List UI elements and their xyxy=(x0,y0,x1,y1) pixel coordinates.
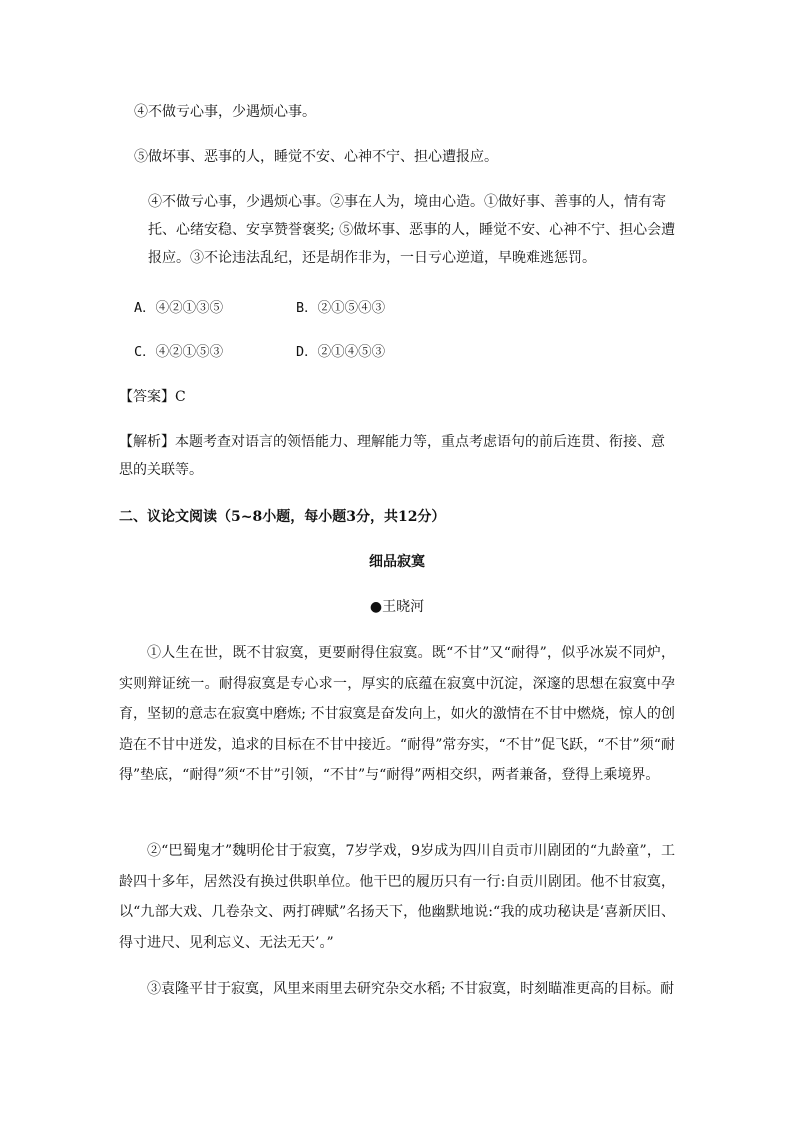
article-author: ●王晓河 xyxy=(369,599,425,615)
article-paragraph-1: ①人生在世，既不甘寂寞，更要耐得住寂寞。既“不甘”又“耐得”，似乎冰炭不同炉，实则辩证统一。耐得寂寞是专心求一，厚实的底蕴在寂寞中沉淀，深邃的思想在寂寞中孕育，坚韧的意志在寂寞中磨炼; 不甘寂寞是奋发向上，如火的激情在不甘中燃烧，惊人的创造在不甘中迸发，追求的目标在不甘中接近。“耐得”常夯实，“不甘”促飞跃，“不甘”须“耐得”垫底，“耐得”须“不甘”引领，“不甘”与“耐得”两相交织，两者兼备，登得上乘境界。 xyxy=(119,645,675,784)
option-d: D．②①④⑤③ xyxy=(296,344,386,360)
analysis-paragraph: 【解析】本题考查对语言的领悟能力、理解能力等，重点考虑语句的前后连贯、衔接、意思的关联等。 xyxy=(119,434,665,478)
section-heading: 二、议论文阅读（5~8小题，每小题3分，共12分） xyxy=(119,509,446,525)
option-c: C．④②①⑤③ xyxy=(134,344,224,360)
text-line: ⑤做坏事、恶事的人，睡觉不安、心神不宁、担心遭报应。 xyxy=(134,149,498,165)
article-paragraph-3: ③袁隆平甘于寂寞，风里来雨里去研究杂交水稻; 不甘寂寞，时刻瞄准更高的目标。耐 xyxy=(147,981,675,997)
option-b: B．②①⑤④③ xyxy=(296,300,386,316)
answer-label: 【答案】C xyxy=(119,389,186,405)
article-paragraph-2: ②“巴蜀鬼才”魏明伦甘于寂寞，7岁学戏，9岁成为四川自贡市川剧团的“九龄童”，工龄四十多年，居然没有换过供职单位。他干巴的履历只有一行:自贡川剧团。他不甘寂寞，以“九部大戏、几卷杂文、两打碑赋”名扬天下，他幽默地说:“我的成功秘诀是‘喜新厌旧、得寸进尺、见利忘义、无法无天’。” xyxy=(119,843,675,951)
article-title: 细品寂寞 xyxy=(369,554,425,570)
option-a: A．④②①③⑤ xyxy=(134,300,224,316)
ordered-answer-paragraph xyxy=(134,188,676,272)
ordered-answer-text: ④不做亏心事，少遇烦心事。②事在人为，境由心造。①做好事、善事的人，情有寄托、心绪安稳、安享赞誉褒奖; ⑤做坏事、恶事的人，睡觉不安、心神不宁、担心会遭报应。③不论违法乱纪，还是胡作非为，一日亏心逆道，早晚难逃惩罚。 xyxy=(148,194,676,266)
text-line: ④不做亏心事，少遇烦心事。 xyxy=(134,104,316,120)
